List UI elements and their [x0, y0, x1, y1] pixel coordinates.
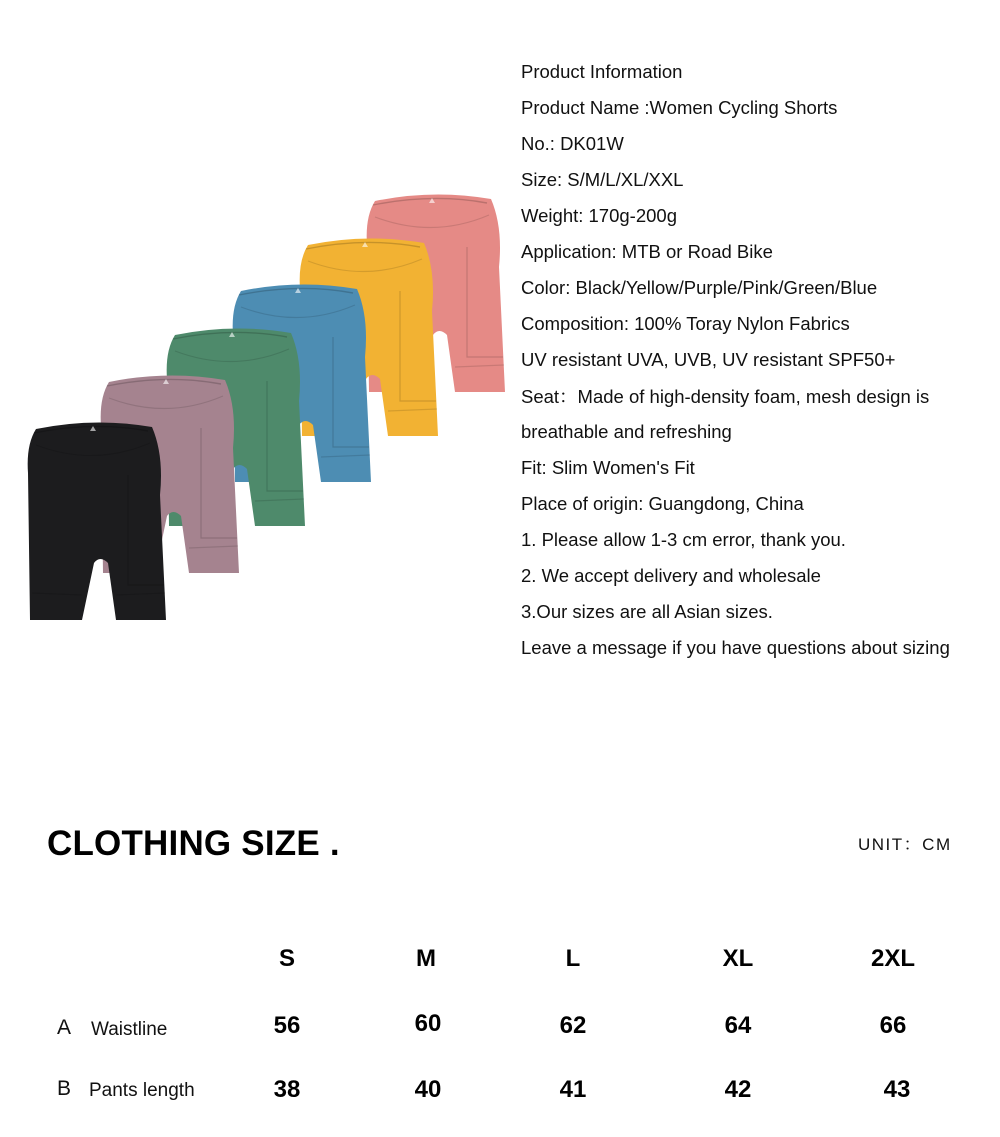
size-chart-title-dot: . [329, 824, 340, 863]
info-seat: Seat：Made of high-density foam, mesh design is [521, 386, 930, 407]
size-chart-title [47, 822, 340, 866]
info-number: No.: DK01W [521, 133, 624, 154]
row-letter-a: A [57, 1016, 72, 1039]
table-cell: 38 [273, 1076, 301, 1103]
table-cell: 56 [273, 1012, 301, 1039]
info-color: Color: Black/Yellow/Purple/Pink/Green/Blue [521, 277, 878, 298]
info-fit: Fit: Slim Women's Fit [521, 457, 695, 478]
col-header-xl: XL [722, 945, 754, 972]
info-note-3: 3.Our sizes are all Asian sizes. [521, 601, 773, 622]
black-shorts [28, 422, 166, 620]
table-cell: 41 [559, 1076, 587, 1103]
info-application: Application: MTB or Road Bike [521, 241, 773, 262]
table-cell: 40 [414, 1076, 442, 1103]
col-header-m: M [416, 945, 436, 972]
col-header-l: L [565, 945, 581, 972]
col-header-2xl: 2XL [870, 945, 915, 972]
info-size: Size: S/M/L/XL/XXL [521, 169, 684, 190]
table-cell: 66 [879, 1012, 907, 1039]
row-name-waistline: Waistline [91, 1019, 168, 1040]
row-letter-b: B [57, 1077, 72, 1100]
info-note-2: 2. We accept delivery and wholesale [521, 565, 821, 586]
table-cell: 43 [883, 1076, 911, 1103]
cycling-shorts-image [18, 185, 508, 630]
info-uv: UV resistant UVA, UVB, UV resistant SPF50+ [521, 349, 896, 370]
info-seat-cont: breathable and refreshing [521, 421, 732, 442]
table-cell: 42 [724, 1076, 752, 1103]
info-note-1: 1. Please allow 1-3 cm error, thank you. [521, 529, 846, 550]
info-composition: Composition: 100% Toray Nylon Fabrics [521, 313, 850, 334]
info-origin: Place of origin: Guangdong, China [521, 493, 804, 514]
info-heading: Product Information [521, 61, 683, 82]
info-note-sizing: Leave a message if you have questions about sizing [521, 637, 950, 658]
table-cell: 64 [724, 1012, 752, 1039]
table-cell: 60 [414, 1010, 442, 1037]
table-cell: 62 [559, 1012, 587, 1039]
info-product-name: Product Name :Women Cycling Shorts [521, 97, 838, 118]
unit-label: UNIT：CM [858, 835, 952, 854]
info-weight: Weight: 170g-200g [521, 205, 677, 226]
col-header-s: S [278, 945, 295, 972]
size-chart-title-text: CLOTHING SIZE [47, 824, 320, 863]
row-name-pants-length: Pants length [89, 1080, 195, 1101]
